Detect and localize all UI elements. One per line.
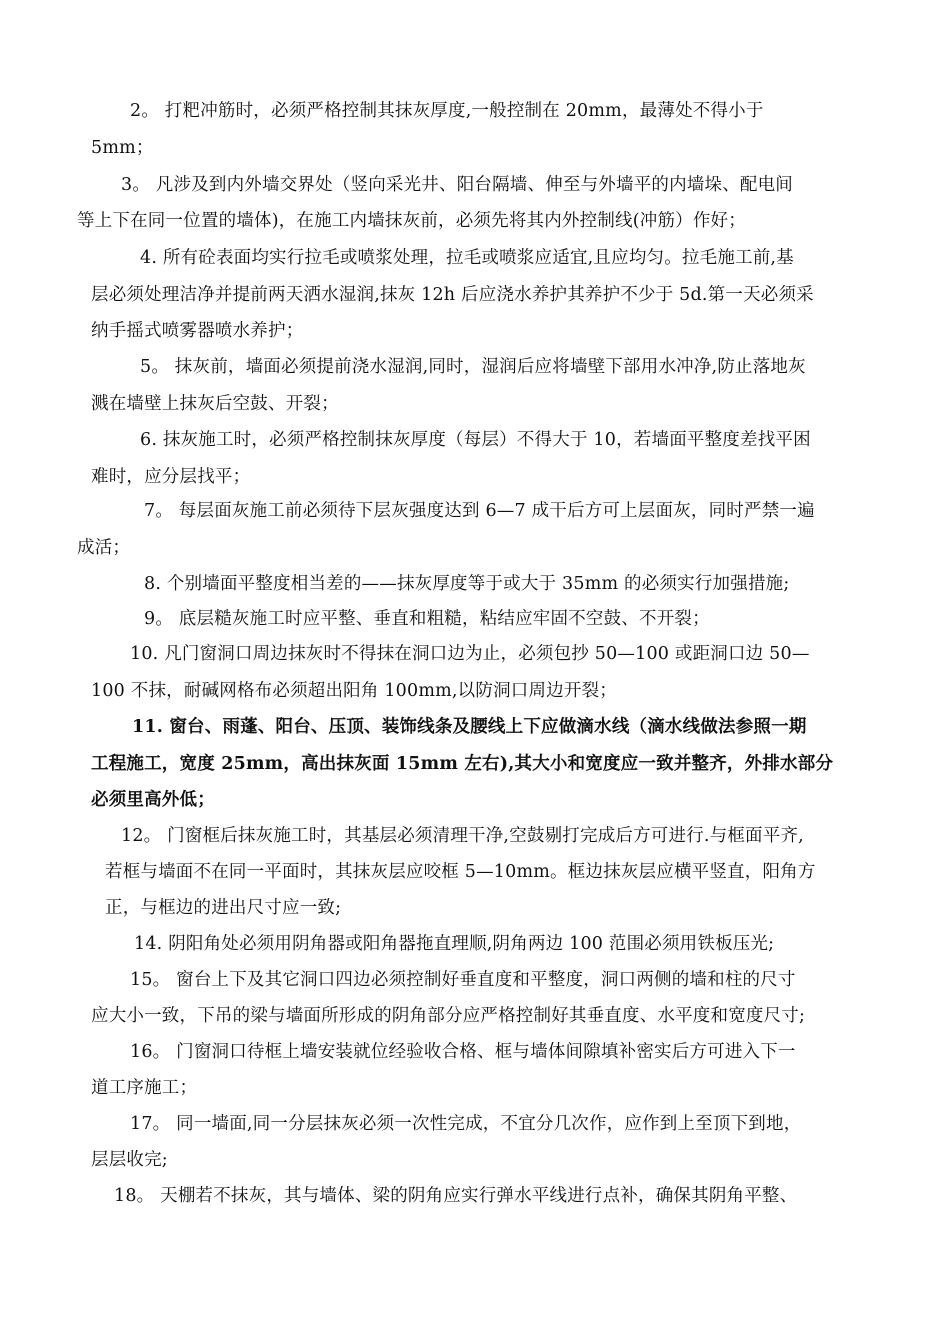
item-14-line-1: 14. 阴阳角处必须用阴角器或阳角器拖直理顺,阴角两边 100 范围必须用铁板压光; <box>134 934 775 954</box>
item-11-line-3: 必须里高外低； <box>91 790 215 810</box>
item-11-line-1: 11. 窗台、雨蓬、阳台、压顶、装饰线条及腰线上下应做滴水线（滴水线做法参照一期 <box>132 717 807 737</box>
item-12-line-1: 12。 门窗框后抹灰施工时，其基层必须清理干净,空鼓剔打完成后方可进行.与框面平齐, <box>121 826 804 846</box>
item-4-line-3: 纳手摇式喷雾器喷水养护； <box>91 321 304 341</box>
item-3-line-1: 3。 凡涉及到内外墙交界处（竖向采光井、阳台隔墙、伸至与外墙平的内墙垛、配电间 <box>121 175 793 195</box>
item-5-line-1: 5。 抹灰前，墙面必须提前浇水湿润,同时，湿润后应将墙壁下部用水冲净,防止落地灰 <box>140 357 806 377</box>
item-12-line-2: 若框与墙面不在同一平面时，其抹灰层应咬框 5—10mm。框边抹灰层应横平竖直，阳角方 <box>105 862 816 882</box>
item-18-line-1: 18。 天棚若不抹灰，其与墙体、梁的阴角应实行弹水平线进行点补，确保其阴角平整、 <box>114 1186 798 1206</box>
item-9-line-1: 9。 底层糙灰施工时应平整、垂直和粗糙，粘结应牢固不空鼓、不开裂； <box>144 609 710 629</box>
item-12-line-3: 正，与框边的进出尺寸应一致; <box>105 898 342 918</box>
item-17-line-1: 17。 同一墙面,同一分层抹灰必须一次性完成，不宜分几次作，应作到上至顶下到地， <box>130 1114 802 1134</box>
item-3-line-2: 等上下在同一位置的墙体)，在施工内墙抹灰前，必须先将其内外控制线(冲筋）作好； <box>77 211 746 231</box>
item-17-line-2: 层层收完; <box>91 1150 168 1170</box>
item-10-line-2: 100 不抹，耐碱网格布必须超出阳角 100mm,以防洞口周边开裂； <box>91 681 617 701</box>
item-2-line-2: 5mm； <box>91 138 154 158</box>
item-15-line-1: 15。 窗台上下及其它洞口四边必须控制好垂直度和平整度，洞口两侧的墙和柱的尺寸 <box>130 970 796 990</box>
item-6-line-1: 6. 抹灰施工时，必须严格控制抹灰厚度（每层）不得大于 10，若墙面平整度差找平困 <box>140 430 811 450</box>
item-5-line-2: 溅在墙壁上抹灰后空鼓、开裂； <box>91 394 339 414</box>
item-7-line-1: 7。 每层面灰施工前必须待下层灰强度达到 6—7 成干后方可上层面灰，同时严禁一遍 <box>144 501 815 521</box>
item-4-line-1: 4. 所有砼表面均实行拉毛或喷浆处理，拉毛或喷浆应适宜,且应均匀。拉毛施工前,基 <box>140 248 794 268</box>
item-4-line-2: 层必须处理洁净并提前两天洒水湿润,抹灰 12h 后应浇水养护其养护不少于 5d.第一天必须采 <box>91 285 814 305</box>
item-2-line-1: 2。 打粑冲筋时，必须严格控制其抹灰厚度,一般控制在 20mm，最薄处不得小于 <box>130 101 764 121</box>
item-10-line-1: 10. 凡门窗洞口周边抹灰时不得抹在洞口边为止，必须包抄 50—100 或距洞口边 50— <box>130 644 810 664</box>
item-16-line-1: 16。 门窗洞口待框上墙安装就位经验收合格、框与墙体间隙填补密实后方可进入下一 <box>130 1042 796 1062</box>
item-7-line-2: 成活； <box>77 538 131 558</box>
item-8-line-1: 8. 个别墙面平整度相当差的——抹灰厚度等于或大于 35mm 的必须实行加强措施; <box>144 574 790 594</box>
item-16-line-2: 道工序施工； <box>91 1078 198 1098</box>
item-15-line-2: 应大小一致，下吊的梁与墙面所形成的阴角部分应严格控制好其垂直度、水平度和宽度尺寸; <box>91 1006 806 1026</box>
item-11-line-2: 工程施工，宽度 25mm，高出抹灰面 15mm 左右),其大小和宽度应一致并整齐，外排水部分 <box>91 754 834 774</box>
item-6-line-2: 难时，应分层找平； <box>91 467 251 487</box>
